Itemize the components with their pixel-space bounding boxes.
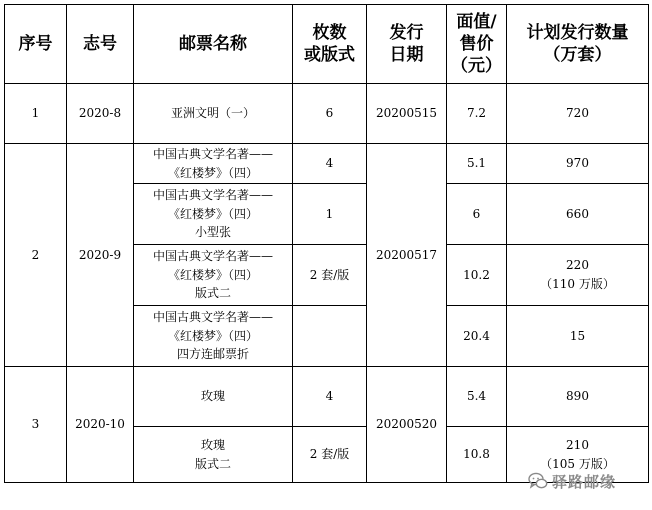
count-cell: 2 套/版	[293, 245, 367, 306]
table-row	[5, 367, 649, 427]
wechat-bubble-icon	[528, 471, 548, 491]
price-cell: 7.2	[447, 84, 507, 144]
issue-no-cell: 2020-8	[67, 84, 134, 144]
price-cell: 6	[447, 184, 507, 245]
count-cell	[293, 306, 367, 367]
price-cell: 5.4	[447, 367, 507, 427]
quantity-cell: 15	[507, 306, 649, 367]
issue-date-cell: 20200520	[367, 367, 447, 483]
stamp-name-cell: 中国古典文学名著—— 《红楼梦》（四） 小型张	[134, 184, 293, 245]
watermark	[528, 468, 646, 494]
count-cell: 6	[293, 84, 367, 144]
header-count: 枚数 或版式	[293, 5, 367, 84]
issue-date-cell: 20200517	[367, 144, 447, 367]
count-cell: 4	[293, 144, 367, 184]
issue-date-cell: 20200515	[367, 84, 447, 144]
price-cell: 20.4	[447, 306, 507, 367]
price-cell: 10.2	[447, 245, 507, 306]
header-stamp-name: 邮票名称	[134, 5, 293, 84]
quantity-cell: 210 （105 万版）	[507, 427, 649, 483]
quantity-cell: 890	[507, 367, 649, 427]
table-row	[5, 144, 649, 184]
stamp-name-cell: 玫瑰 版式二	[134, 427, 293, 483]
header-issue-no: 志号	[67, 5, 134, 84]
watermark-text: 驿路邮缘	[552, 472, 617, 491]
quantity-cell: 720	[507, 84, 649, 144]
count-cell: 1	[293, 184, 367, 245]
issue-no-cell: 2020-9	[67, 144, 134, 367]
price-cell: 5.1	[447, 144, 507, 184]
seq-cell: 3	[5, 367, 67, 483]
stamp-name-cell: 中国古典文学名著—— 《红楼梦》（四） 版式二	[134, 245, 293, 306]
stamp-name-cell: 中国古典文学名著—— 《红楼梦》（四） 四方连邮票折	[134, 306, 293, 367]
header-quantity: 计划发行数量 （万套）	[507, 5, 649, 84]
stamp-issue-table	[4, 4, 649, 483]
stamp-name-cell: 玫瑰	[134, 367, 293, 427]
issue-no-cell: 2020-10	[67, 367, 134, 483]
seq-cell: 2	[5, 144, 67, 367]
table-row	[5, 84, 649, 144]
count-cell: 2 套/版	[293, 427, 367, 483]
quantity-cell: 970	[507, 144, 649, 184]
stamp-name-cell: 亚洲文明（一）	[134, 84, 293, 144]
header-row	[5, 5, 649, 84]
header-seq: 序号	[5, 5, 67, 84]
count-cell: 4	[293, 367, 367, 427]
quantity-cell: 660	[507, 184, 649, 245]
quantity-cell: 220 （110 万版）	[507, 245, 649, 306]
header-issue-date: 发行 日期	[367, 5, 447, 84]
header-price: 面值/ 售价 （元）	[447, 5, 507, 84]
price-cell: 10.8	[447, 427, 507, 483]
stamp-name-cell: 中国古典文学名著—— 《红楼梦》（四）	[134, 144, 293, 184]
seq-cell: 1	[5, 84, 67, 144]
